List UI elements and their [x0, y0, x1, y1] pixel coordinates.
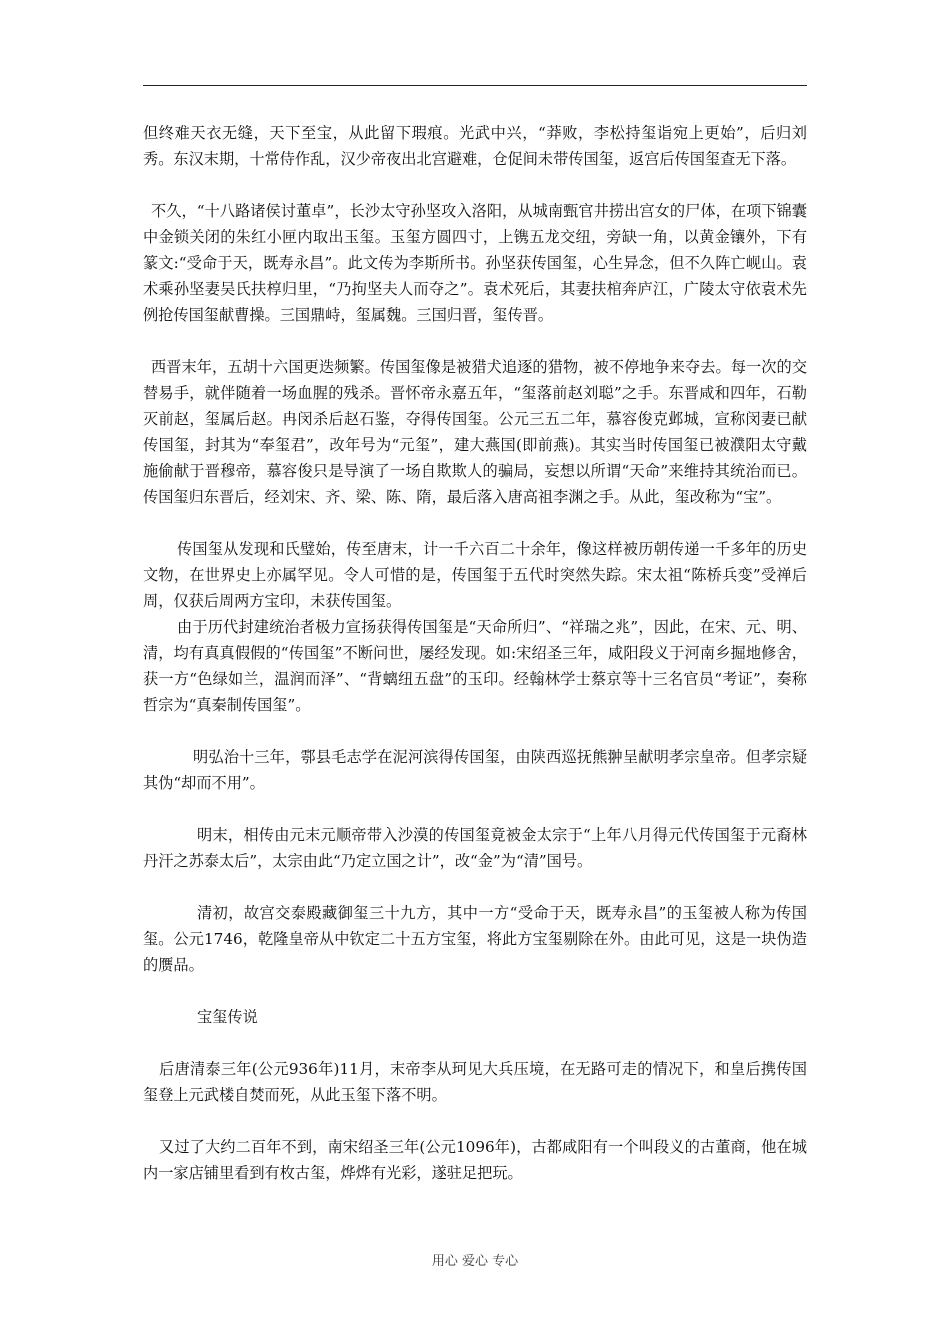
paragraph-9: 后唐清泰三年(公元936年)11月，末帝李从珂见大兵压境，在无路可走的情况下，和皇后携传国玺登上元武楼自焚而死，从此玉玺下落不明。 [143, 1060, 807, 1104]
paragraph-gap [143, 978, 807, 1004]
header-rule [143, 85, 807, 86]
paragraph-gap [143, 510, 807, 536]
paragraph-gap [143, 1030, 807, 1056]
paragraph-gap [143, 172, 807, 198]
paragraph-4: 传国玺从发现和氏璧始，传至唐末，计一千六百二十余年，像这样被历朝传递一千多年的历史文物，在世界史上亦属罕见。令人可惜的是，传国玺于五代时突然失踪。宋太祖“陈桥兵变”受禅后周，仅获后周两方宝印，未获传国玺。 [143, 540, 807, 610]
paragraph-3: 西晋末年，五胡十六国更迭频繁。传国玺像是被猎犬追逐的猎物，被不停地争来夺去。每一次的交替易手，就伴随着一场血腥的残杀。晋怀帝永嘉五年，“玺落前赵刘聪”之手。东晋咸和四年，石勒灭前赵，玺属后赵。冉闵杀后赵石鉴，夺得传国玺。公元三五二年，慕容俊克邺城，宣称闵妻已献传国玺，封其为“奉玺君”，改年号为“元玺”，建大燕国(即前燕)。其实当时传国玺已被濮阳太守戴施偷献于晋穆帝，慕容俊只是导演了一场自欺欺人的骗局，妄想以所谓“天命”来维持其统治而已。传国玺归东晋后，经刘宋、齐、梁、陈、隋，最后落入唐高祖李渊之手。从此，玺改称为“宝”。 [143, 358, 807, 506]
paragraph-2: 不久，“十八路诸侯讨董卓”，长沙太守孙坚攻入洛阳，从城南甄官井捞出宫女的尸体，在项下锦囊中金锁关闭的朱红小匣内取出玉玺。玉玺方圆四寸，上镌五龙交纽，旁缺一角，以黄金镶外，下有篆文:“受命于天，既寿永昌”。此文传为李斯所书。孙坚获传国玺，心生异念，但不久阵亡岘山。袁术乘孙坚妻吴氏扶椁归里，“乃拘坚夫人而夺之”。袁术死后，其妻扶棺奔庐江，广陵太守依袁术先例抢传国玺献曹操。三国鼎峙，玺属魏。三国归晋，玺传晋。 [143, 202, 807, 324]
paragraph-8: 清初，故宫交泰殿藏御玺三十九方，其中一方“受命于天，既寿永昌”的玉玺被人称为传国玺。公元1746，乾隆皇帝从中钦定二十五方宝玺，将此方宝玺剔除在外。由此可见，这是一块伪造的赝品。 [143, 904, 807, 974]
paragraph-gap [143, 796, 807, 822]
paragraph-gap [143, 328, 807, 354]
section-heading: 宝玺传说 [197, 1008, 258, 1026]
document-body [143, 120, 807, 1186]
page-footer: 用心 爱心 专心 [431, 1254, 519, 1269]
paragraph-gap [143, 874, 807, 900]
paragraph-1: 但终难天衣无缝，天下至宝，从此留下瑕痕。光武中兴，“莽败，李松持玺诣宛上更始”，后归刘秀。东汉末期，十常侍作乱，汉少帝夜出北宫避难，仓促间未带传国玺，返宫后传国玺查无下落。 [143, 124, 807, 168]
paragraph-10: 又过了大约二百年不到，南宋绍圣三年(公元1096年)，古都咸阳有一个叫段义的古董商，他在城内一家店铺里看到有枚古玺，烨烨有光彩，遂驻足把玩。 [143, 1138, 807, 1182]
paragraph-7: 明末，相传由元末元顺帝带入沙漠的传国玺竟被金太宗于“上年八月得元代传国玺于元裔林丹汗之苏泰太后”，太宗由此“乃定立国之计”，改“金”为“清”国号。 [143, 826, 807, 870]
paragraph-5: 由于历代封建统治者极力宣扬获得传国玺是“天命所归”、“祥瑞之兆”，因此，在宋、元、明、清，均有真真假假的“传国玺”不断问世，屡经发现。如:宋绍圣三年，咸阳段义于河南乡掘地修舍，获一方“色绿如兰，温润而泽”、“背螭纽五盘”的玉印。经翰林学士蔡京等十三名官员“考证”，奏称哲宗为“真秦制传国玺”。 [143, 618, 807, 714]
paragraph-6: 明弘治十三年，鄠县毛志学在泥河滨得传国玺，由陕西巡抚熊翀呈献明孝宗皇帝。但孝宗疑其伪“却而不用”。 [143, 748, 807, 792]
paragraph-gap [143, 1108, 807, 1134]
paragraph-gap [143, 718, 807, 744]
